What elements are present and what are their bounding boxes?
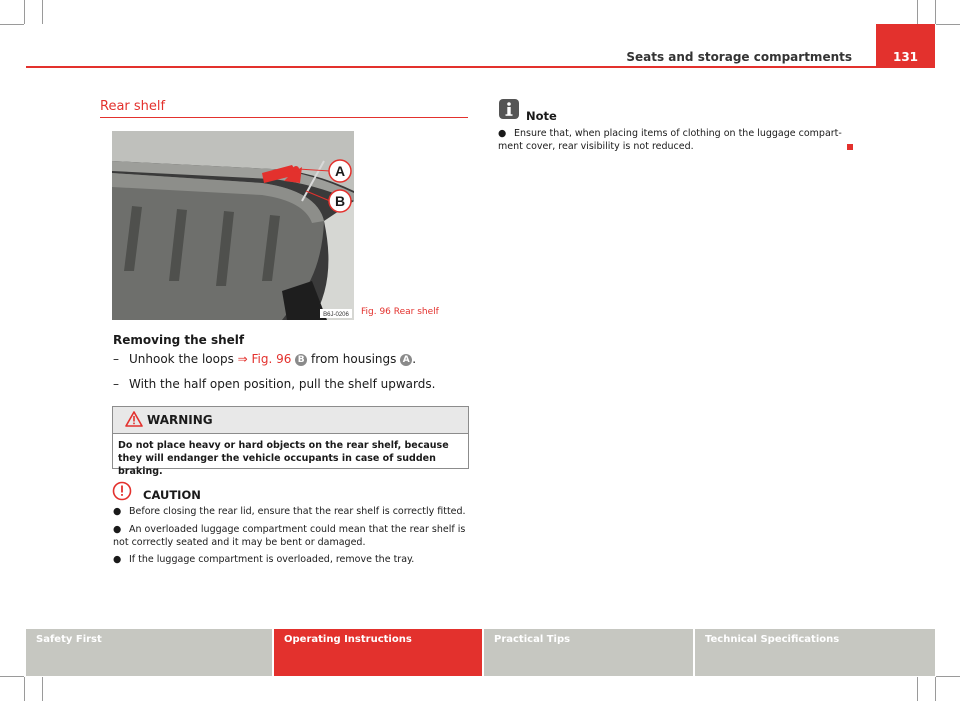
section-end-marker [847,144,853,150]
figure-caption: Fig. 96 Rear shelf [361,307,439,317]
crop-mark [935,677,936,701]
step1-text-mid: from housings [307,352,401,366]
removing-heading: Removing the shelf [113,333,245,347]
warning-box [112,406,469,477]
crop-mark [935,0,936,24]
note-info-icon [498,98,520,124]
footer-tab-label: Practical Tips [494,634,571,645]
caution-icon [112,481,132,505]
crop-mark [917,0,918,24]
bullet-marker: ● [113,506,122,517]
figure-reference-link[interactable]: ⇒ Fig. 96 [237,352,292,366]
crop-mark [917,677,918,701]
figure-callout-b: B [334,193,346,209]
bullet-marker: ● [113,524,122,535]
caution-item [113,523,468,549]
caution-item-text: Before closing the rear lid, ensure that the rear shelf is correctly fitted. [129,506,466,517]
section-rule [100,117,468,118]
crop-mark [936,24,960,25]
step-2 [113,377,435,391]
crop-mark [42,0,43,24]
crop-mark [42,677,43,701]
footer-tab-operating-instructions[interactable] [274,629,482,676]
section-title: Rear shelf [100,99,166,114]
callout-badge-b: B [295,354,307,366]
step2-text: With the half open position, pull the shelf upwards. [129,377,436,391]
page-number: 131 [892,50,919,64]
caution-item [113,505,468,518]
footer-tab-label: Operating Instructions [284,634,412,645]
crop-mark [0,676,24,677]
rear-shelf-figure [112,131,354,320]
figure-callout-a: A [334,163,346,179]
footer-tab-safety-first[interactable] [26,629,272,676]
warning-title: WARNING [147,413,213,427]
step-1 [113,352,416,366]
note-title: Note [526,109,557,123]
caution-item [113,553,468,566]
crop-mark [936,676,960,677]
caution-item-text: If the luggage compartment is overloaded, remove the tray. [129,554,415,565]
warning-triangle-icon [125,411,143,431]
caution-item-text: An overloaded luggage compartment could mean that the rear shelf is not correctly seated and it may be bent or damaged. [113,524,466,548]
footer-tab-label: Safety First [36,634,102,645]
footer-tab-technical-specifications[interactable] [695,629,935,676]
warning-text: Do not place heavy or hard objects on the rear shelf, because they will endanger the vehicle occupants in case of sudden braking. [118,440,449,477]
figure-code: B6J-0206 [323,312,349,318]
footer-tab-label: Technical Specifications [705,634,840,645]
note-text [498,127,843,153]
crop-mark [0,24,24,25]
header-rule [26,66,876,68]
note-body: Ensure that, when placing items of clothing on the luggage compartment cover, rear visibility is not reduced. [498,128,842,152]
bullet-marker: ● [113,554,122,565]
caution-title: CAUTION [143,488,201,502]
crop-mark [24,677,25,701]
rear-shelf-illustration [112,131,354,320]
bullet-marker: ● [498,128,507,139]
dash-marker: – [113,352,119,366]
dash-marker: – [113,377,119,391]
running-header-title: Seats and storage compartments [626,50,852,64]
callout-badge-a: A [400,354,412,366]
footer-tab-practical-tips[interactable] [484,629,693,676]
warning-header [113,407,468,434]
step1-text-pre: Unhook the loops [129,352,238,366]
crop-mark [24,0,25,24]
step1-text-end: . [412,352,417,366]
